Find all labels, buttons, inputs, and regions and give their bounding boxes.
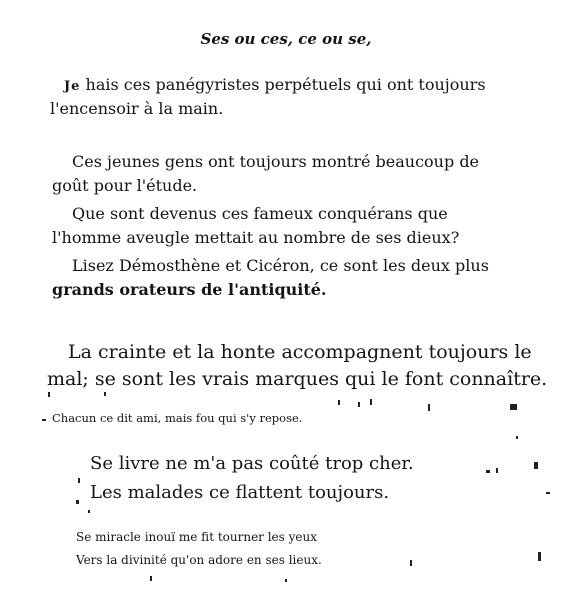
speck-mark	[534, 462, 538, 469]
paragraph-2-line-3: Que sont devenus ces fameux conquérans que	[72, 204, 448, 223]
paragraph-2-line-2: goût pour l'étude.	[52, 176, 198, 195]
speck-mark	[496, 468, 498, 473]
speck-mark	[358, 402, 360, 407]
speck-mark	[338, 400, 340, 405]
page-heading: Ses ou ces, ce ou se,	[200, 30, 372, 48]
paragraph-2-line-5: Lisez Démosthène et Cicéron, ce sont les deux plus	[72, 256, 489, 275]
paragraph-1-line-2: l'encensoir à la main.	[50, 99, 224, 118]
speck-mark	[285, 579, 287, 582]
speck-mark	[42, 419, 46, 421]
speck-mark	[546, 492, 550, 494]
paragraph-3-line-3: Chacun ce dit ami, mais fou qui s'y repose.	[52, 411, 303, 425]
paragraph-2-line-4: l'homme aveugle mettait au nombre de ses dieux?	[52, 228, 460, 247]
speck-mark	[410, 560, 412, 566]
verse-line-1: Se miracle inouï me fit tourner les yeux	[76, 530, 318, 544]
speck-mark	[150, 576, 152, 581]
paragraph-4-line-2: Les malades ce flattent toujours.	[90, 482, 390, 503]
paragraph-3-line-2: mal; se sont les vrais marques qui le font connaître.	[47, 368, 548, 390]
speck-mark	[78, 478, 80, 483]
dropcap-word: Je	[64, 79, 81, 94]
speck-mark	[76, 500, 79, 504]
paragraph-2-line-6: grands orateurs de l'antiquité.	[52, 280, 327, 299]
speck-mark	[370, 399, 372, 405]
speck-mark	[48, 392, 50, 397]
speck-mark	[104, 392, 106, 396]
speck-mark	[88, 510, 90, 513]
speck-mark	[538, 552, 541, 561]
paragraph-1-line-1-text: hais ces panégyristes perpétuels qui ont toujours	[85, 75, 486, 94]
paragraph-2-line-1: Ces jeunes gens ont toujours montré beaucoup de	[72, 152, 480, 171]
speck-mark	[516, 436, 518, 439]
speck-mark	[510, 404, 517, 410]
speck-mark	[428, 404, 430, 411]
paragraph-4-line-1: Se livre ne m'a pas coûté trop cher.	[90, 453, 414, 474]
verse-line-2: Vers la divinité qu'on adore en ses lieux.	[76, 553, 322, 567]
speck-mark	[486, 470, 490, 473]
paragraph-3-line-1: La crainte et la honte accompagnent toujours le	[68, 341, 532, 363]
